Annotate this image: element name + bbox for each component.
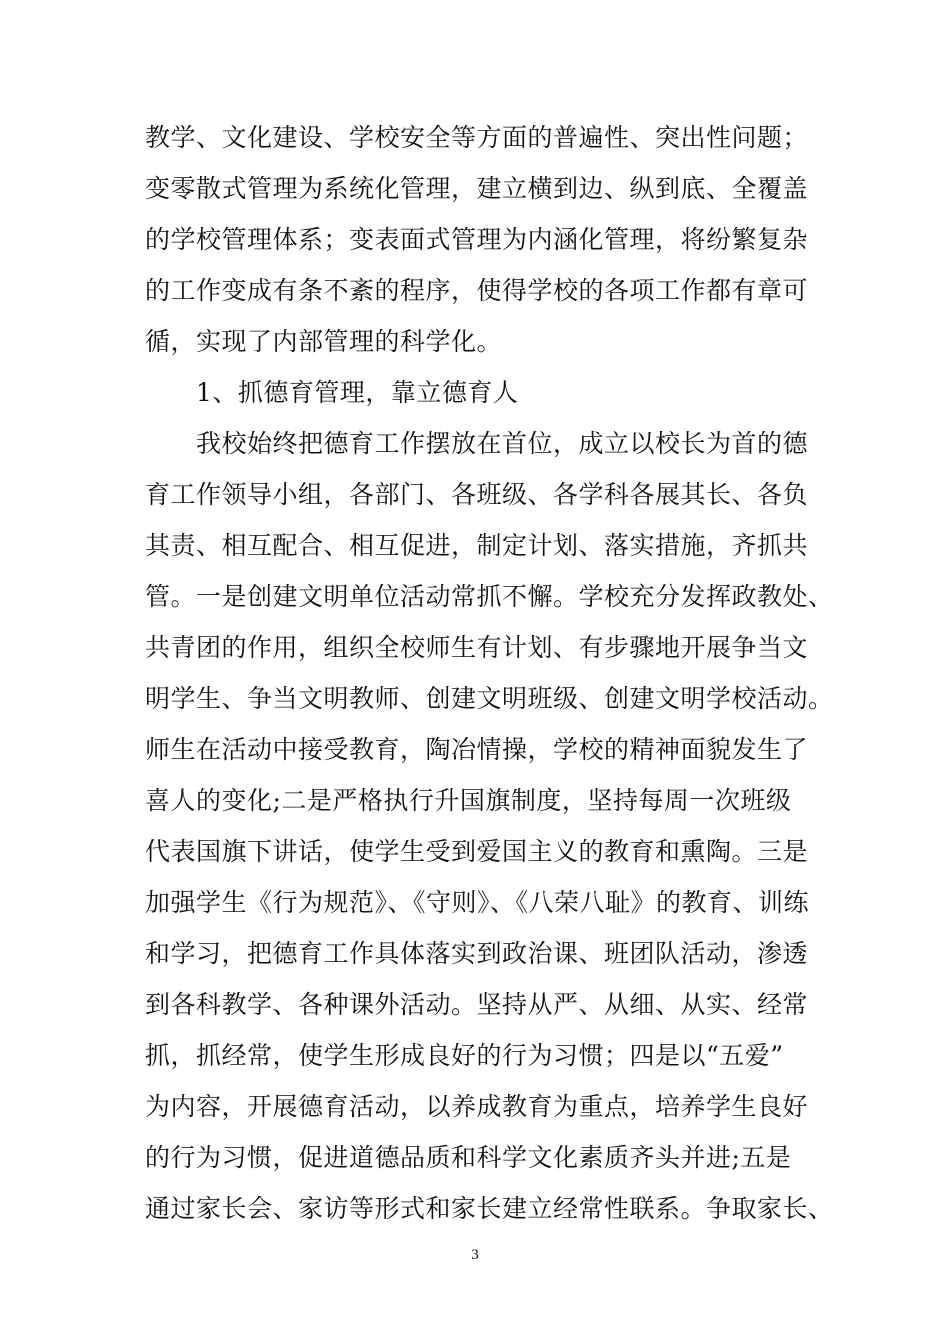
text-line: 管。一是创建文明单位活动常抓不懈。学校充分发挥政教处、	[145, 582, 834, 611]
text-line: 的学校管理体系；变表面式管理为内涵化管理，将纷繁复杂	[145, 225, 809, 254]
text-line: 到各科教学、各种课外活动。坚持从严、从细、从实、经常	[145, 990, 809, 1019]
text-line: 共青团的作用，组织全校师生有计划、有步骤地开展争当文	[145, 633, 809, 662]
text-line: 通过家长会、家访等形式和家长建立经常性联系。争取家长、	[145, 1194, 834, 1223]
text-line: 的工作变成有条不紊的程序，使得学校的各项工作都有章可	[145, 276, 809, 305]
text-line: 教学、文化建设、学校安全等方面的普遍性、突出性问题；	[145, 123, 809, 152]
text-line: 循，实现了内部管理的科学化。	[145, 327, 503, 356]
text-line: 变零散式管理为系统化管理，建立横到边、纵到底、全覆盖	[145, 174, 809, 203]
text-line: 师生在活动中接受教育，陶冶情操，学校的精神面貌发生了	[145, 735, 809, 764]
text-line: 代表国旗下讲话，使学生受到爱国主义的教育和熏陶。三是	[145, 837, 809, 866]
text-line: 育工作领导小组，各部门、各班级、各学科各展其长、各负	[145, 480, 809, 509]
section-heading: 1、抓德育管理，靠立德育人	[196, 378, 519, 407]
text-line: 其责、相互配合、相互促进，制定计划、落实措施，齐抓共	[145, 531, 809, 560]
text-line: 明学生、争当文明教师、创建文明班级、创建文明学校活动。	[145, 684, 834, 713]
text-line: 抓，抓经常，使学生形成良好的行为习惯；四是以“五爱”	[145, 1041, 784, 1070]
text-line: 和学习，把德育工作具体落实到政治课、班团队活动，渗透	[145, 939, 809, 968]
page-number: 3	[471, 1247, 479, 1263]
text-line: 的行为习惯，促进道德品质和科学文化素质齐头并进;五是	[145, 1143, 792, 1172]
text-line: 喜人的变化;二是严格执行升国旗制度，坚持每周一次班级	[145, 786, 792, 815]
text-line: 加强学生《行为规范》、《守则》、《八荣八耻》的教育、训练	[145, 888, 810, 917]
paragraph-start: 我校始终把德育工作摆放在首位，成立以校长为首的德	[196, 429, 809, 458]
text-line: 为内容，开展德育活动，以养成教育为重点，培养学生良好	[145, 1092, 809, 1121]
